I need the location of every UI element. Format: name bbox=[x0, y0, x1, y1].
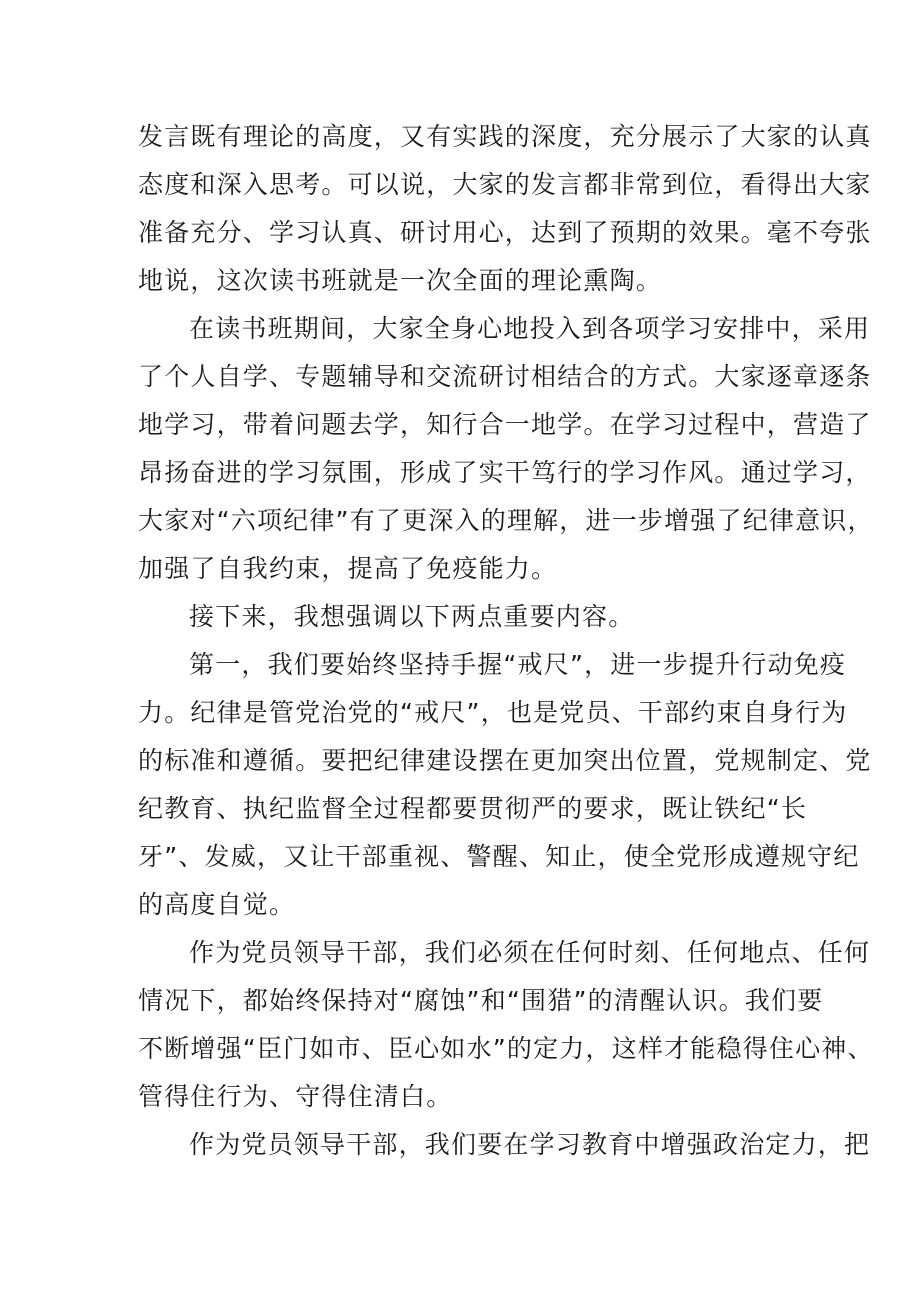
text-line: 态度和深入思考。可以说，大家的发言都非常到位，看得出大家 bbox=[138, 170, 872, 199]
document-body bbox=[138, 113, 874, 1169]
text-line: 的标准和遵循。要把纪律建设摆在更加突出位置，党规制定、党 bbox=[138, 746, 872, 775]
text-line: 地学习，带着问题去学，知行合一地学。在学习过程中，营造了 bbox=[138, 410, 872, 439]
text-line: 昂扬奋进的学习氛围，形成了实干笃行的学习作风。通过学习， bbox=[138, 458, 872, 487]
text-line: 发言既有理论的高度，又有实践的深度，充分展示了大家的认真 bbox=[138, 122, 872, 151]
text-line: 管得住行为、守得住清白。 bbox=[138, 1082, 453, 1111]
paragraph-start-line: 接下来，我想强调以下两点重要内容。 bbox=[189, 602, 635, 631]
paragraph-start-line: 作为党员领导干部，我们必须在任何时刻、任何地点、任何 bbox=[189, 938, 871, 967]
text-line: 力。纪律是管党治党的“戒尺”，也是党员、干部约束自身行为 bbox=[138, 698, 848, 727]
text-line: 准备充分、学习认真、研讨用心，达到了预期的效果。毫不夸张 bbox=[138, 218, 872, 247]
text-line: 了个人自学、专题辅导和交流研讨相结合的方式。大家逐章逐条 bbox=[138, 362, 872, 391]
text-line: 大家对“六项纪律”有了更深入的理解，进一步增强了纪律意识， bbox=[138, 506, 874, 535]
text-line: 不断增强“臣门如市、臣心如水”的定力，这样才能稳得住心神、 bbox=[138, 1034, 874, 1063]
text-line: 纪教育、执纪监督全过程都要贯彻严的要求，既让铁纪“长 bbox=[138, 794, 808, 823]
text-line: 地说，这次读书班就是一次全面的理论熏陶。 bbox=[138, 266, 663, 295]
text-line: 的高度自觉。 bbox=[138, 890, 296, 919]
text-line: 加强了自我约束，提高了免疫能力。 bbox=[138, 554, 558, 583]
text-line: 情况下，都始终保持对“腐蚀”和“围猎”的清醒认识。我们要 bbox=[138, 986, 824, 1015]
text-line: 牙”、发威，又让干部重视、警醒、知止，使全党形成遵规守纪 bbox=[138, 842, 860, 871]
paragraph-start-line: 作为党员领导干部，我们要在学习教育中增强政治定力，把 bbox=[189, 1130, 871, 1159]
paragraph-start-line: 在读书班期间，大家全身心地投入到各项学习安排中，采用 bbox=[189, 314, 871, 343]
paragraph-start-line: 第一，我们要始终坚持手握“戒尺”，进一步提升行动免疫 bbox=[189, 650, 847, 679]
